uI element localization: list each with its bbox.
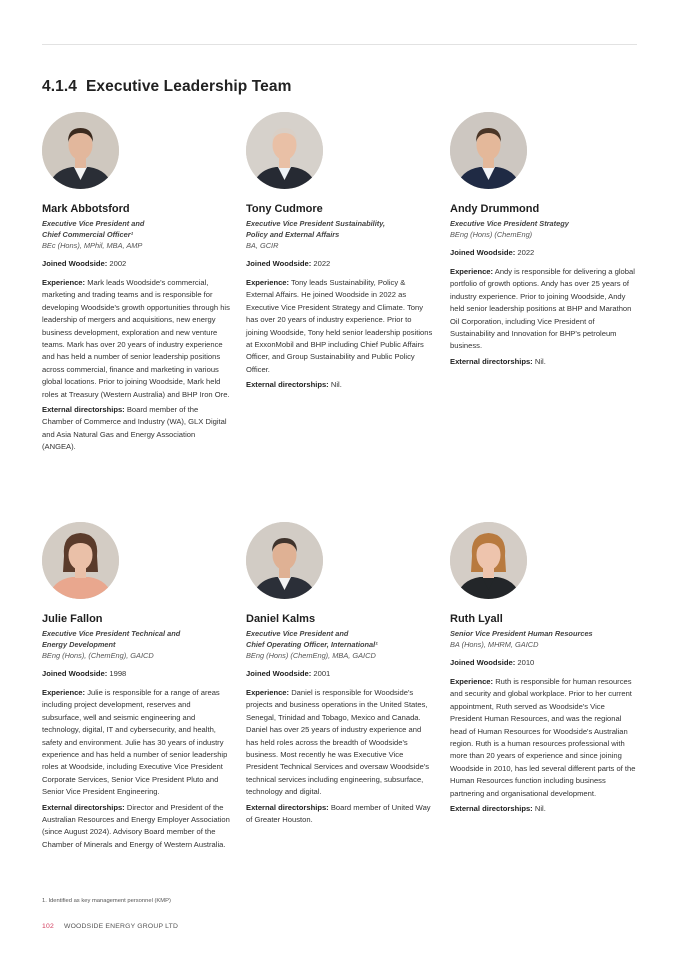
- experience-text: [450, 266, 638, 353]
- joined-woodside: [42, 668, 230, 679]
- title-line: Executive Vice President Technical and: [42, 629, 181, 638]
- joined-woodside: [246, 258, 434, 269]
- experience-label: Experience:: [246, 688, 290, 697]
- joined-year: 2002: [109, 259, 127, 268]
- joined-woodside: [450, 657, 638, 668]
- title-line: Executive Vice President and: [42, 219, 145, 228]
- portrait-illustration: [246, 522, 323, 599]
- joined-woodside: [42, 258, 230, 269]
- portrait-illustration: [42, 112, 119, 189]
- joined-woodside: [450, 247, 638, 258]
- section-heading: [42, 78, 292, 96]
- person-card: [246, 522, 434, 826]
- title-line: Executive Vice President and: [246, 629, 349, 638]
- experience-text: [42, 277, 230, 401]
- external-label: External directorships:: [246, 802, 329, 812]
- external-directorships: [246, 802, 434, 827]
- person-qualifications: BEng (Hons) (ChemEng), MBA, GAICD: [246, 651, 376, 660]
- page-number: 102: [42, 923, 54, 930]
- joined-label: Joined Woodside:: [450, 658, 516, 667]
- external-body: Nil.: [330, 380, 342, 390]
- person-title: [450, 628, 638, 639]
- portrait-illustration: [450, 522, 527, 599]
- joined-year: 2022: [517, 248, 535, 257]
- person-title: [42, 218, 230, 240]
- external-directorships: [246, 379, 434, 391]
- experience-body: Julie is responsible for a range of areas including project development, reserves and subsurface, well and seismic engineering and technology, digital, IT and cybersecurity, and health, safety and environment. Julie has 30 years of industry experience and has held a number of senior leadership roles at Woodside, including Executive Vice President Corporate Services, Senior Vice President Pluto and Senior Vice President Engineering.: [42, 688, 228, 797]
- section-number: 4.1.4: [42, 78, 77, 95]
- joined-label: Joined Woodside:: [42, 259, 108, 268]
- experience-text: [450, 676, 638, 800]
- joined-year: 2010: [517, 658, 535, 667]
- experience-label: Experience:: [450, 677, 494, 686]
- experience-body: Daniel is responsible for Woodside's projects and business operations in the United States, Senegal, Trinidad and Tobago, Mexico and Canada. Daniel has over 25 years of industry experience and has held roles across the breadth of Woodside's business. Most recently he was Executive Vice President Technical Services and oversaw Woodside's technical services including engineering, subsurface, technology and digital.: [246, 688, 430, 797]
- external-label: External directorships:: [450, 804, 533, 814]
- person-title: [42, 628, 230, 650]
- portrait-photo: [42, 522, 119, 599]
- external-body: Nil.: [534, 356, 546, 366]
- person-title: [246, 218, 434, 240]
- title-line: Executive Vice President Strategy: [450, 219, 569, 228]
- page-footer: [42, 923, 178, 930]
- joined-label: Joined Woodside:: [450, 248, 516, 257]
- person-name: Daniel Kalms: [246, 613, 316, 625]
- experience-text: [246, 687, 434, 799]
- person-title: [450, 218, 638, 229]
- experience-label: Experience:: [246, 278, 290, 287]
- external-label: External directorships:: [42, 405, 125, 415]
- section-title: Executive Leadership Team: [85, 78, 292, 95]
- title-line: Senior Vice President Human Resources: [450, 629, 593, 638]
- experience-text: [246, 277, 434, 376]
- external-body: Board member of United Way of Greater Houston.: [246, 802, 431, 825]
- portrait-illustration: [42, 522, 119, 599]
- person-qualifications: BA (Hons), MHRM, GAICD: [450, 640, 539, 649]
- external-directorships: [42, 404, 230, 454]
- external-body: Board member of the Chamber of Commerce and Industry (WA), GLX Digital and Asia Natural Gas and Energy Association (ANGEA).: [42, 405, 227, 452]
- title-line: Chief Operating Officer, International¹: [246, 640, 378, 649]
- portrait-photo: [246, 112, 323, 189]
- person-qualifications: BEng (Hons), (ChemEng), GAICD: [42, 651, 154, 660]
- experience-label: Experience:: [450, 267, 494, 276]
- joined-label: Joined Woodside:: [42, 669, 108, 678]
- title-line: Executive Vice President Sustainability,: [246, 219, 386, 228]
- portrait-photo: [42, 112, 119, 189]
- person-qualifications: BA, GCIR: [246, 241, 279, 250]
- person-title: [246, 628, 434, 650]
- company-name: WOODSIDE ENERGY GROUP LTD: [63, 923, 179, 930]
- joined-year: 2022: [313, 259, 331, 268]
- person-name: Tony Cudmore: [246, 203, 323, 215]
- joined-label: Joined Woodside:: [246, 259, 312, 268]
- joined-year: 2001: [313, 669, 331, 678]
- person-card: [42, 112, 230, 454]
- portrait-illustration: [450, 112, 527, 189]
- top-rule: [42, 44, 637, 45]
- external-directorships: [42, 802, 230, 852]
- portrait-illustration: [246, 112, 323, 189]
- external-label: External directorships:: [450, 356, 533, 366]
- portrait-photo: [450, 522, 527, 599]
- person-card: [450, 522, 638, 815]
- person-card: [450, 112, 638, 368]
- experience-body: Andy is responsible for delivering a global portfolio of growth options. Andy has over 25 years of industry experience. Prior to joining Woodside, Andy held senior leadership positions at BHP and Marathon Oil Corporation, including Vice President of Sustainability and Innovation for BHP's petroleum business.: [450, 267, 635, 351]
- person-name: Andy Drummond: [450, 203, 540, 215]
- external-body: Nil.: [534, 804, 546, 814]
- person-card: [42, 522, 230, 851]
- person-name: Mark Abbotsford: [42, 203, 130, 215]
- external-directorships: [450, 803, 638, 815]
- footnote: 1. Identified as key management personnel (KMP): [42, 898, 171, 904]
- person-card: [246, 112, 434, 392]
- person-qualifications: BEng (Hons) (ChemEng): [450, 230, 533, 239]
- title-line: Chief Commercial Officer¹: [42, 230, 134, 239]
- person-name: Julie Fallon: [42, 613, 103, 625]
- title-line: Energy Development: [42, 640, 116, 649]
- joined-year: 1998: [109, 669, 127, 678]
- portrait-photo: [450, 112, 527, 189]
- experience-body: Tony leads Sustainability, Policy & External Affairs. He joined Woodside in 2022 as Executive Vice President Strategy and Climate. Tony has over 20 years of industry experience. Prior to joining Woodside, Tony held senior leadership positions at ExxonMobil and BHP including Chief Public Affairs Officer, and Group Sustainability and Public Policy Officer.: [246, 278, 433, 374]
- experience-label: Experience:: [42, 278, 86, 287]
- person-qualifications: BEc (Hons), MPhil, MBA, AMP: [42, 241, 143, 250]
- portrait-photo: [246, 522, 323, 599]
- external-label: External directorships:: [42, 802, 125, 812]
- experience-label: Experience:: [42, 688, 86, 697]
- external-body: Director and President of the Australian Resources and Energy Employer Association (since August 2024). Advisory Board member of the Chamber of Minerals and Energy of Western Australia.: [42, 802, 230, 849]
- external-directorships: [450, 356, 638, 368]
- external-label: External directorships:: [246, 380, 329, 390]
- title-line: Policy and External Affairs: [246, 230, 340, 239]
- person-name: Ruth Lyall: [450, 613, 503, 625]
- joined-label: Joined Woodside:: [246, 669, 312, 678]
- joined-woodside: [246, 668, 434, 679]
- experience-body: Mark leads Woodside's commercial, marketing and trading teams and is responsible for developing Woodside's growth opportunities through his leadership of mergers and acquisitions, new energy business development, exploration and new venture teams. Mark has over 20 years of industry experience and has held a number of senior leadership positions across commercial, finance and marketing in various global locations. Prior to joining Woodside, Mark held roles at Treasury (Western Australia) and BHP Iron Ore.: [42, 278, 230, 399]
- experience-body: Ruth is responsible for human resources and security and global workplace. Prior to her current appointment, Ruth served as Woodside's Vice President Human Resources, and was the regional head of Human Resources for Woodside's Australian region. Ruth is a human resources professional with more than 20 years of experience and since joining Woodside in 2010, has led several different parts of the Human Resources function including business partnering and organisational development.: [450, 677, 636, 798]
- experience-text: [42, 687, 230, 799]
